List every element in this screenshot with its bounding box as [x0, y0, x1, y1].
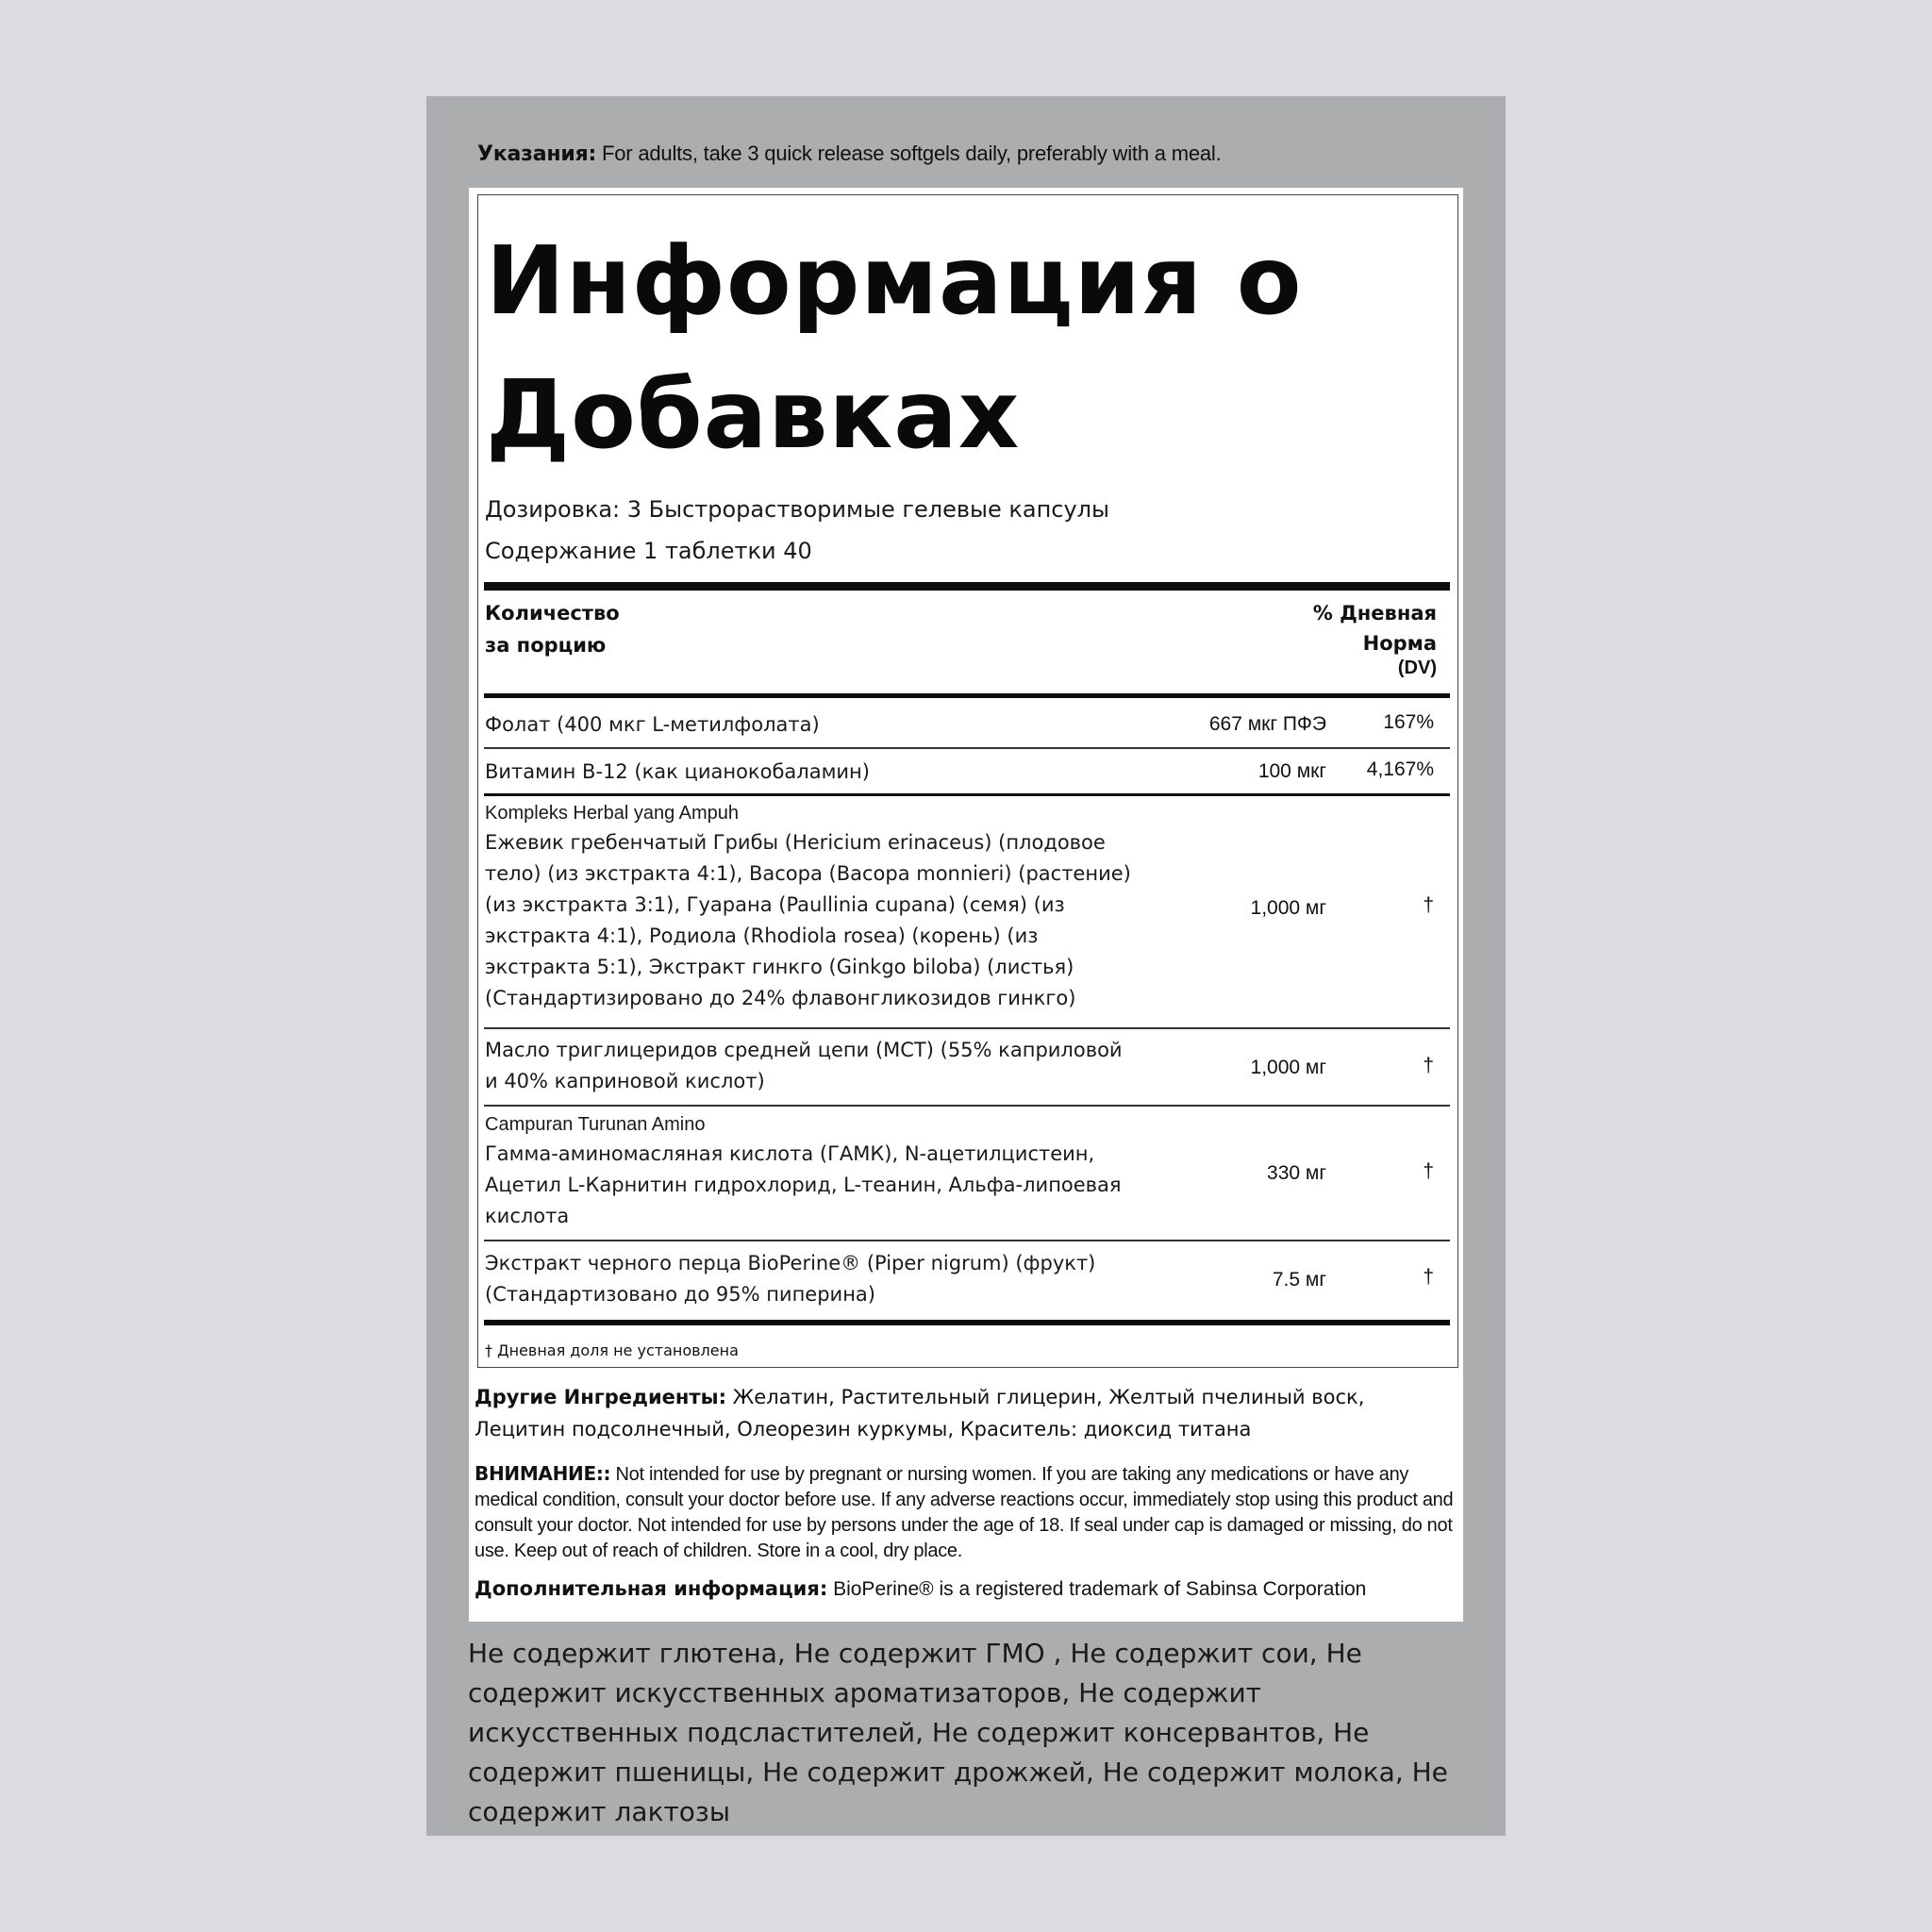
free-from-statement: Не содержит глютена, Не содержит ГМО , Не содержит сои, Не содержит искусственных ароматизаторов, Не содержит искусственных подсластителей, Не содержит консервантов, Не содержит пшеницы, Не содержит дрожжей, Не содержит молока, Не содержит лактозы	[468, 1638, 1448, 1827]
nutrient-dv: 167%	[1383, 711, 1434, 733]
additional-info-text: BioPerine® is a registered trademark of Sabinsa Corporation	[827, 1578, 1367, 1600]
facts-title: Информация о Добавках	[486, 225, 1303, 470]
blend-title: Kompleks Herbal yang Ampuh	[485, 803, 740, 824]
thick-divider-header	[484, 693, 1450, 698]
nutrient-name: Экстракт черного перца BioPerine® (Piper nigrum) (фрукт) (Стандартизовано до 95% пиперина)	[485, 1252, 1096, 1306]
nutrient-name	[485, 799, 1136, 1014]
blend-ingredients: Ежевик гребенчатый Грибы (Hericium erinaceus) (плодовое тело) (из экстракта 4:1), Bacopa (Bacopa monnieri) (растение) (из экстракта 3:1), Гуарана (Paullinia cupana) (семя) (из экстракта 4:1), Родиола (Rhodiola rosea) (корень) (из экстракта 5:1), Экстракт гинкго (Ginkgo biloba) (листья) (Стандартизировано до 24% флавонгликозидов гинкго)	[485, 831, 1131, 1009]
nutrient-dv: †	[1423, 894, 1434, 916]
daily-value-header	[1313, 597, 1437, 678]
table-row	[485, 1246, 1447, 1318]
servings-per-container: Содержание 1 таблетки 40	[485, 538, 812, 564]
nutrient-amount: 1,000 мг	[1250, 1057, 1326, 1078]
table-row	[485, 799, 1447, 1025]
row-divider	[484, 1105, 1450, 1107]
header-left-line1: Количество	[485, 602, 620, 625]
directions-label: Указания:	[477, 142, 597, 166]
blend-title: Campuran Turunan Amino	[485, 1114, 706, 1135]
other-ingredients	[475, 1381, 1456, 1445]
dv-footnote: † Дневная доля не установлена	[485, 1341, 739, 1359]
nutrient-amount: 1,000 мг	[1250, 897, 1326, 919]
nutrient-name: Витамин B-12 (как цианокобаламин)	[485, 760, 870, 783]
row-divider-thick	[484, 793, 1450, 796]
header-right-line2: Норма	[1362, 632, 1437, 655]
nutrient-amount: 667 мкг ПФЭ	[1208, 713, 1326, 735]
warning-text	[475, 1461, 1457, 1564]
row-divider	[484, 1027, 1450, 1029]
table-row	[485, 752, 1447, 793]
other-ingredients-text: Желатин, Растительный глицерин, Желтый пчелиный воск, Лецитин подсолнечный, Олеорезин куркумы, Краситель: диоксид титана	[475, 1386, 1365, 1441]
nutrient-amount: 330 мг	[1267, 1162, 1326, 1184]
nutrient-dv: †	[1423, 1266, 1434, 1288]
header-right-line1: % Дневная	[1312, 602, 1437, 625]
nutrient-name: Масло триглицеридов средней цепи (MCT) (55% каприловой и 40% каприновой кислот)	[485, 1039, 1123, 1092]
warning-body: Not intended for use by pregnant or nursing women. If you are taking any medications or have any medical condition, consult your doctor before use. If any adverse reactions occur, immediately stop using this product and consult your doctor. Not intended for use by persons under the age of 18. If seal under cap is damaged or missing, do not use. Keep out of reach of children. Store in a cool, dry place.	[475, 1464, 1454, 1561]
directions-text	[477, 140, 1458, 169]
label-panel	[426, 96, 1506, 1836]
blend-ingredients: Гамма-аминомасляная кислота (ГАМК), N-ацетилцистеин, Ацетил L-Карнитин гидрохлорид, L-теанин, Альфа-липоевая кислота	[485, 1142, 1122, 1227]
table-row	[485, 1033, 1447, 1105]
supplement-facts-box	[477, 194, 1458, 1368]
additional-info	[475, 1574, 1456, 1604]
serving-size: Дозировка: 3 Быстрорастворимые гелевые капсулы	[485, 496, 1109, 523]
nutrient-amount: 7.5 мг	[1272, 1269, 1326, 1291]
thick-divider-bottom	[484, 1320, 1450, 1325]
amount-per-serving-header	[485, 597, 620, 661]
nutrient-name	[485, 1110, 1136, 1232]
row-divider	[484, 1240, 1450, 1241]
nutrient-dv: †	[1423, 1160, 1434, 1182]
header-right-line3: (DV)	[1397, 658, 1437, 678]
additional-info-label: Дополнительная информация:	[475, 1577, 828, 1600]
other-ingredients-label: Другие Ингредиенты:	[475, 1386, 726, 1408]
nutrient-name: Фолат (400 мкг L-метилфолата)	[485, 713, 820, 736]
directions-body: For adults, take 3 quick release softgels daily, preferably with a meal.	[596, 142, 1222, 165]
nutrient-dv: 4,167%	[1366, 758, 1434, 780]
thick-divider-top	[484, 582, 1450, 591]
nutrient-dv: †	[1423, 1055, 1434, 1076]
table-row	[485, 1110, 1447, 1239]
nutrient-amount: 100 мкг	[1257, 760, 1326, 782]
label-white-area	[469, 188, 1463, 1622]
warning-label: ВНИМАНИЕ::	[475, 1462, 611, 1485]
table-row	[485, 705, 1447, 746]
header-left-line2: за порцию	[485, 634, 607, 657]
row-divider	[484, 747, 1450, 749]
